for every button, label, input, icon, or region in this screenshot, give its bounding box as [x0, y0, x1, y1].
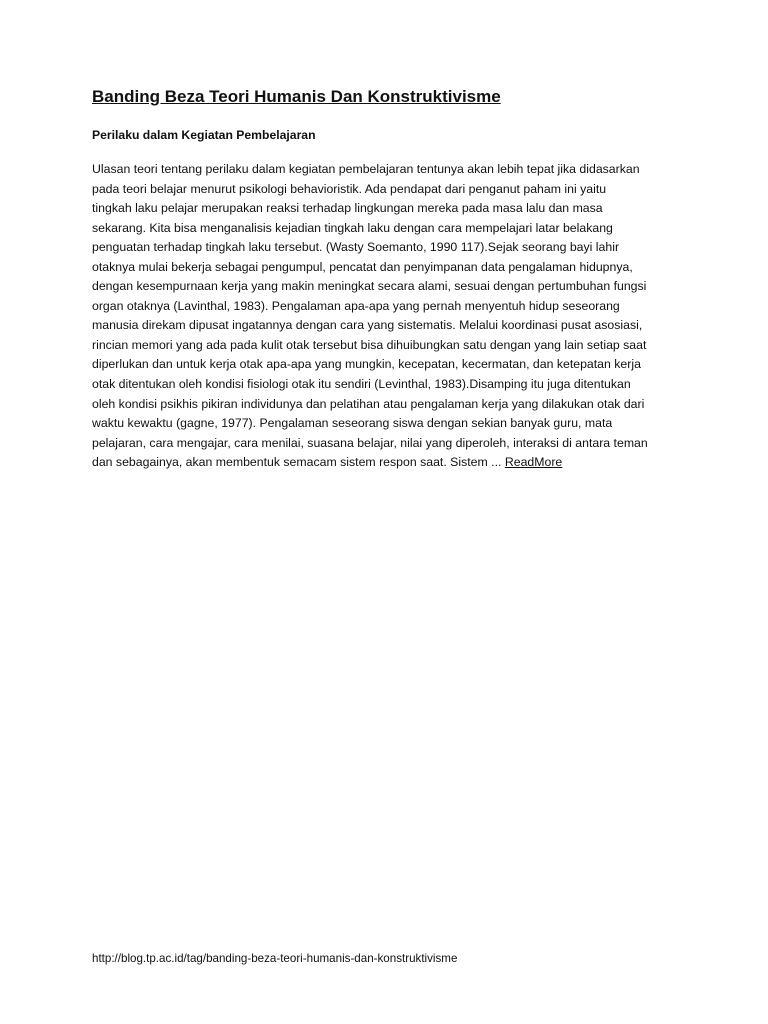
body-paragraph	[92, 160, 682, 473]
paragraph-line: tingkah laku pelajar merupakan reaksi terhadap lingkungan mereka pada masa lalu dan masa	[92, 201, 603, 216]
footer-source-url: http://blog.tp.ac.id/tag/banding-beza-teori-humanis-dan-konstruktivisme	[92, 952, 458, 965]
paragraph-line: otaknya mulai bekerja sebagai pengumpul, pencatat dan penyimpanan data pengalaman hidupnya,	[92, 259, 633, 274]
paragraph-line: pada teori belajar menurut psikologi behavioristik. Ada pendapat dari penganut paham ini yaitu	[92, 181, 607, 196]
paragraph-line: manusia direkam dipusat ingatannya dengan cara yang sistematis. Melalui koordinasi pusat asosiasi,	[92, 318, 643, 333]
paragraph-line: sekarang. Kita bisa menganalisis kejadian tingkah laku dengan cara mempelajari latar belakang	[92, 220, 613, 235]
document-title: Banding Beza Teori Humanis Dan Konstruktivisme	[92, 87, 501, 106]
paragraph-line: waktu kewaktu (gagne, 1977). Pengalaman seseorang siswa dengan sekian banyak guru, mata	[92, 416, 613, 431]
section-subtitle: Perilaku dalam Kegiatan Pembelajaran	[92, 128, 316, 142]
paragraph-line: organ otaknya (Lavinthal, 1983). Pengalaman apa-apa yang pernah menyentuh hidup seseorang	[92, 298, 620, 313]
paragraph-line: penguatan terhadap tingkah laku tersebut. (Wasty Soemanto, 1990 117).Sejak seorang bayi lahir	[92, 240, 620, 255]
paragraph-line: otak ditentukan oleh kondisi fisiologi otak itu sendiri (Levinthal, 1983).Disamping itu juga ditentukan	[92, 377, 631, 392]
paragraph-line: Ulasan teori tentang perilaku dalam kegiatan pembelajaran tentunya akan lebih tepat jika didasarkan	[92, 162, 640, 176]
paragraph-line: diperlukan dan untuk kerja otak apa-apa yang mungkin, kecepatan, kecermatan, dan ketepatan kerja	[92, 357, 641, 372]
document-page	[92, 86, 682, 473]
paragraph-last-line-text: dan sebagainya, akan membentuk semacam sistem respon saat. Sistem ...	[92, 455, 505, 470]
paragraph-last-line	[92, 453, 682, 473]
paragraph-line: pelajaran, cara mengajar, cara menilai, suasana belajar, nilai yang diperoleh, interaksi di antara teman	[92, 435, 648, 450]
paragraph-line: dengan kesempurnaan kerja yang makin meningkat secara alami, sesuai dengan pertumbuhan fungsi	[92, 279, 647, 294]
paragraph-line: rincian memori yang ada pada kulit otak tersebut bisa dihuibungkan satu dengan yang lain setiap saat	[92, 337, 647, 352]
read-more-link[interactable]: ReadMore	[504, 455, 563, 470]
paragraph-line: oleh kondisi psikhis pikiran individunya dan pelatihan atau pengalaman kerja yang dilakukan otak dari	[92, 396, 645, 411]
